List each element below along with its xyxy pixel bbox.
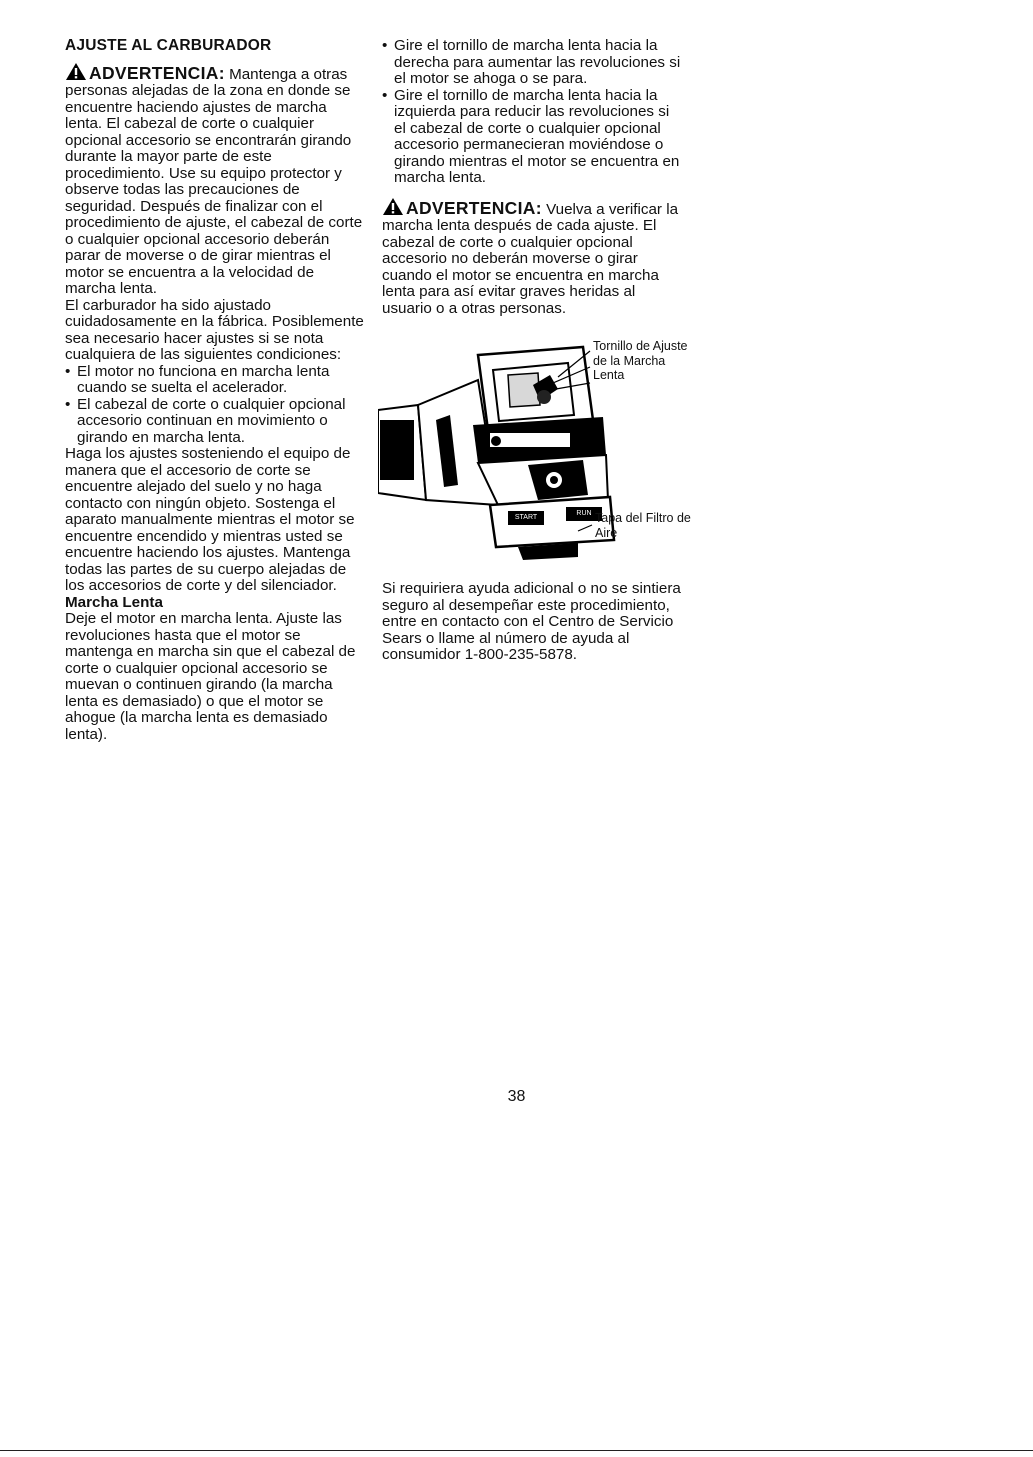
right-column: [382, 37, 691, 664]
carburator-figure: [378, 325, 698, 575]
warning-paragraph-2: [382, 197, 682, 318]
list-item: • El motor no funciona en marcha lenta cuando se suelta el acelerador.: [65, 364, 365, 397]
list-item: • Gire el tornillo de marcha lenta hacia la izquierda para reducir las revoluciones si el cabezal de corte o cualquier opcional accesorio permanecieran moviéndose o girando mientras el motor se encuentra en marcha lenta.: [382, 88, 682, 187]
help-paragraph: Si requiriera ayuda adicional o no se sintiera seguro al desempeñar este procedimiento, entre en contacto con el Centro de Servicio Sears o llame al número de ayuda al consumidor 1-800-235-5878.: [382, 580, 681, 663]
warning-paragraph-1: [65, 62, 365, 298]
list-item: • Gire el tornillo de marcha lenta hacia la derecha para aumentar las revoluciones si el motor se ahoga o se para.: [382, 38, 682, 88]
conditions-list: [65, 364, 365, 447]
page-number: 38: [507, 1088, 526, 1105]
warning-text: Vuelva a verificar la marcha lenta después de cada ajuste. El cabezal de corte o cualquier opcional accesorio no deberán moverse o girar cuando el motor se encuentra en marcha lenta para así evitar graves heridas al usuario o a otras personas.: [382, 200, 679, 317]
intro-paragraph: El carburador ha sido ajustado cuidadosamente en la fábrica. Posiblemente sea necesario hacer ajustes si se nota cualquiera de las siguientes condiciones:: [65, 296, 364, 363]
warning-text: Mantenga a otras personas alejadas de la zona en donde se encuentre haciendo ajustes de marcha lenta. El cabezal de corte o cualquier opcional accesorio se encontrarán girando durante la mayor parte de este procedimiento. Use su equipo protector y observe todas las precauciones de seguridad. Después de finalizar con el procedimiento de ajuste, el cabezal de corte o cualquier opcional accesorio deberán parar de moverse o de girar mientras el motor se encuentra a la velocidad de marcha lenta.: [65, 65, 363, 297]
callout-air-filter: Tapa del Filtro de Aire: [595, 511, 691, 540]
list-item: • El cabezal de corte o cualquier opcional accesorio continuan en movimiento o girando en marcha lenta.: [65, 397, 365, 447]
warning-triangle-icon: [382, 197, 404, 216]
steps-list: [382, 38, 682, 187]
warning-triangle-icon: [65, 62, 87, 81]
badge-run: RUN: [576, 510, 592, 517]
badge-start: START: [514, 514, 538, 521]
procedure-paragraph: Haga los ajustes sosteniendo el equipo de manera que el accesorio de corte se encuentre alejado del suelo y no haga contacto con ningún objeto. Sostenga el aparato manualmente mientras el motor se encuentre encendido y mientras usted se encuentre haciendo los ajustes. Mantenga todas las partes de su cuerpo alejadas de los accesorios de corte y del silenciador.: [65, 445, 355, 594]
idle-subheading: Marcha Lenta: [65, 593, 163, 611]
left-column: [65, 38, 365, 743]
warning-label: ADVERTENCIA:: [89, 62, 225, 83]
idle-paragraph: Deje el motor en marcha lenta. Ajuste las revoluciones hasta que el motor se mantenga en marcha sin que el cabezal de corte o cualquier opcional accesorio se muevan o continuen girando (la marcha lenta es demasiado) o que el motor se ahogue (la marcha lenta es demasiado lenta).: [65, 610, 356, 743]
callout-idle-screw: Tornillo de Ajuste de la Marcha Lenta: [593, 339, 688, 382]
bottom-rule: [0, 1450, 1033, 1451]
warning-label: ADVERTENCIA:: [406, 197, 542, 218]
section-heading: AJUSTE AL CARBURADOR: [65, 37, 272, 54]
